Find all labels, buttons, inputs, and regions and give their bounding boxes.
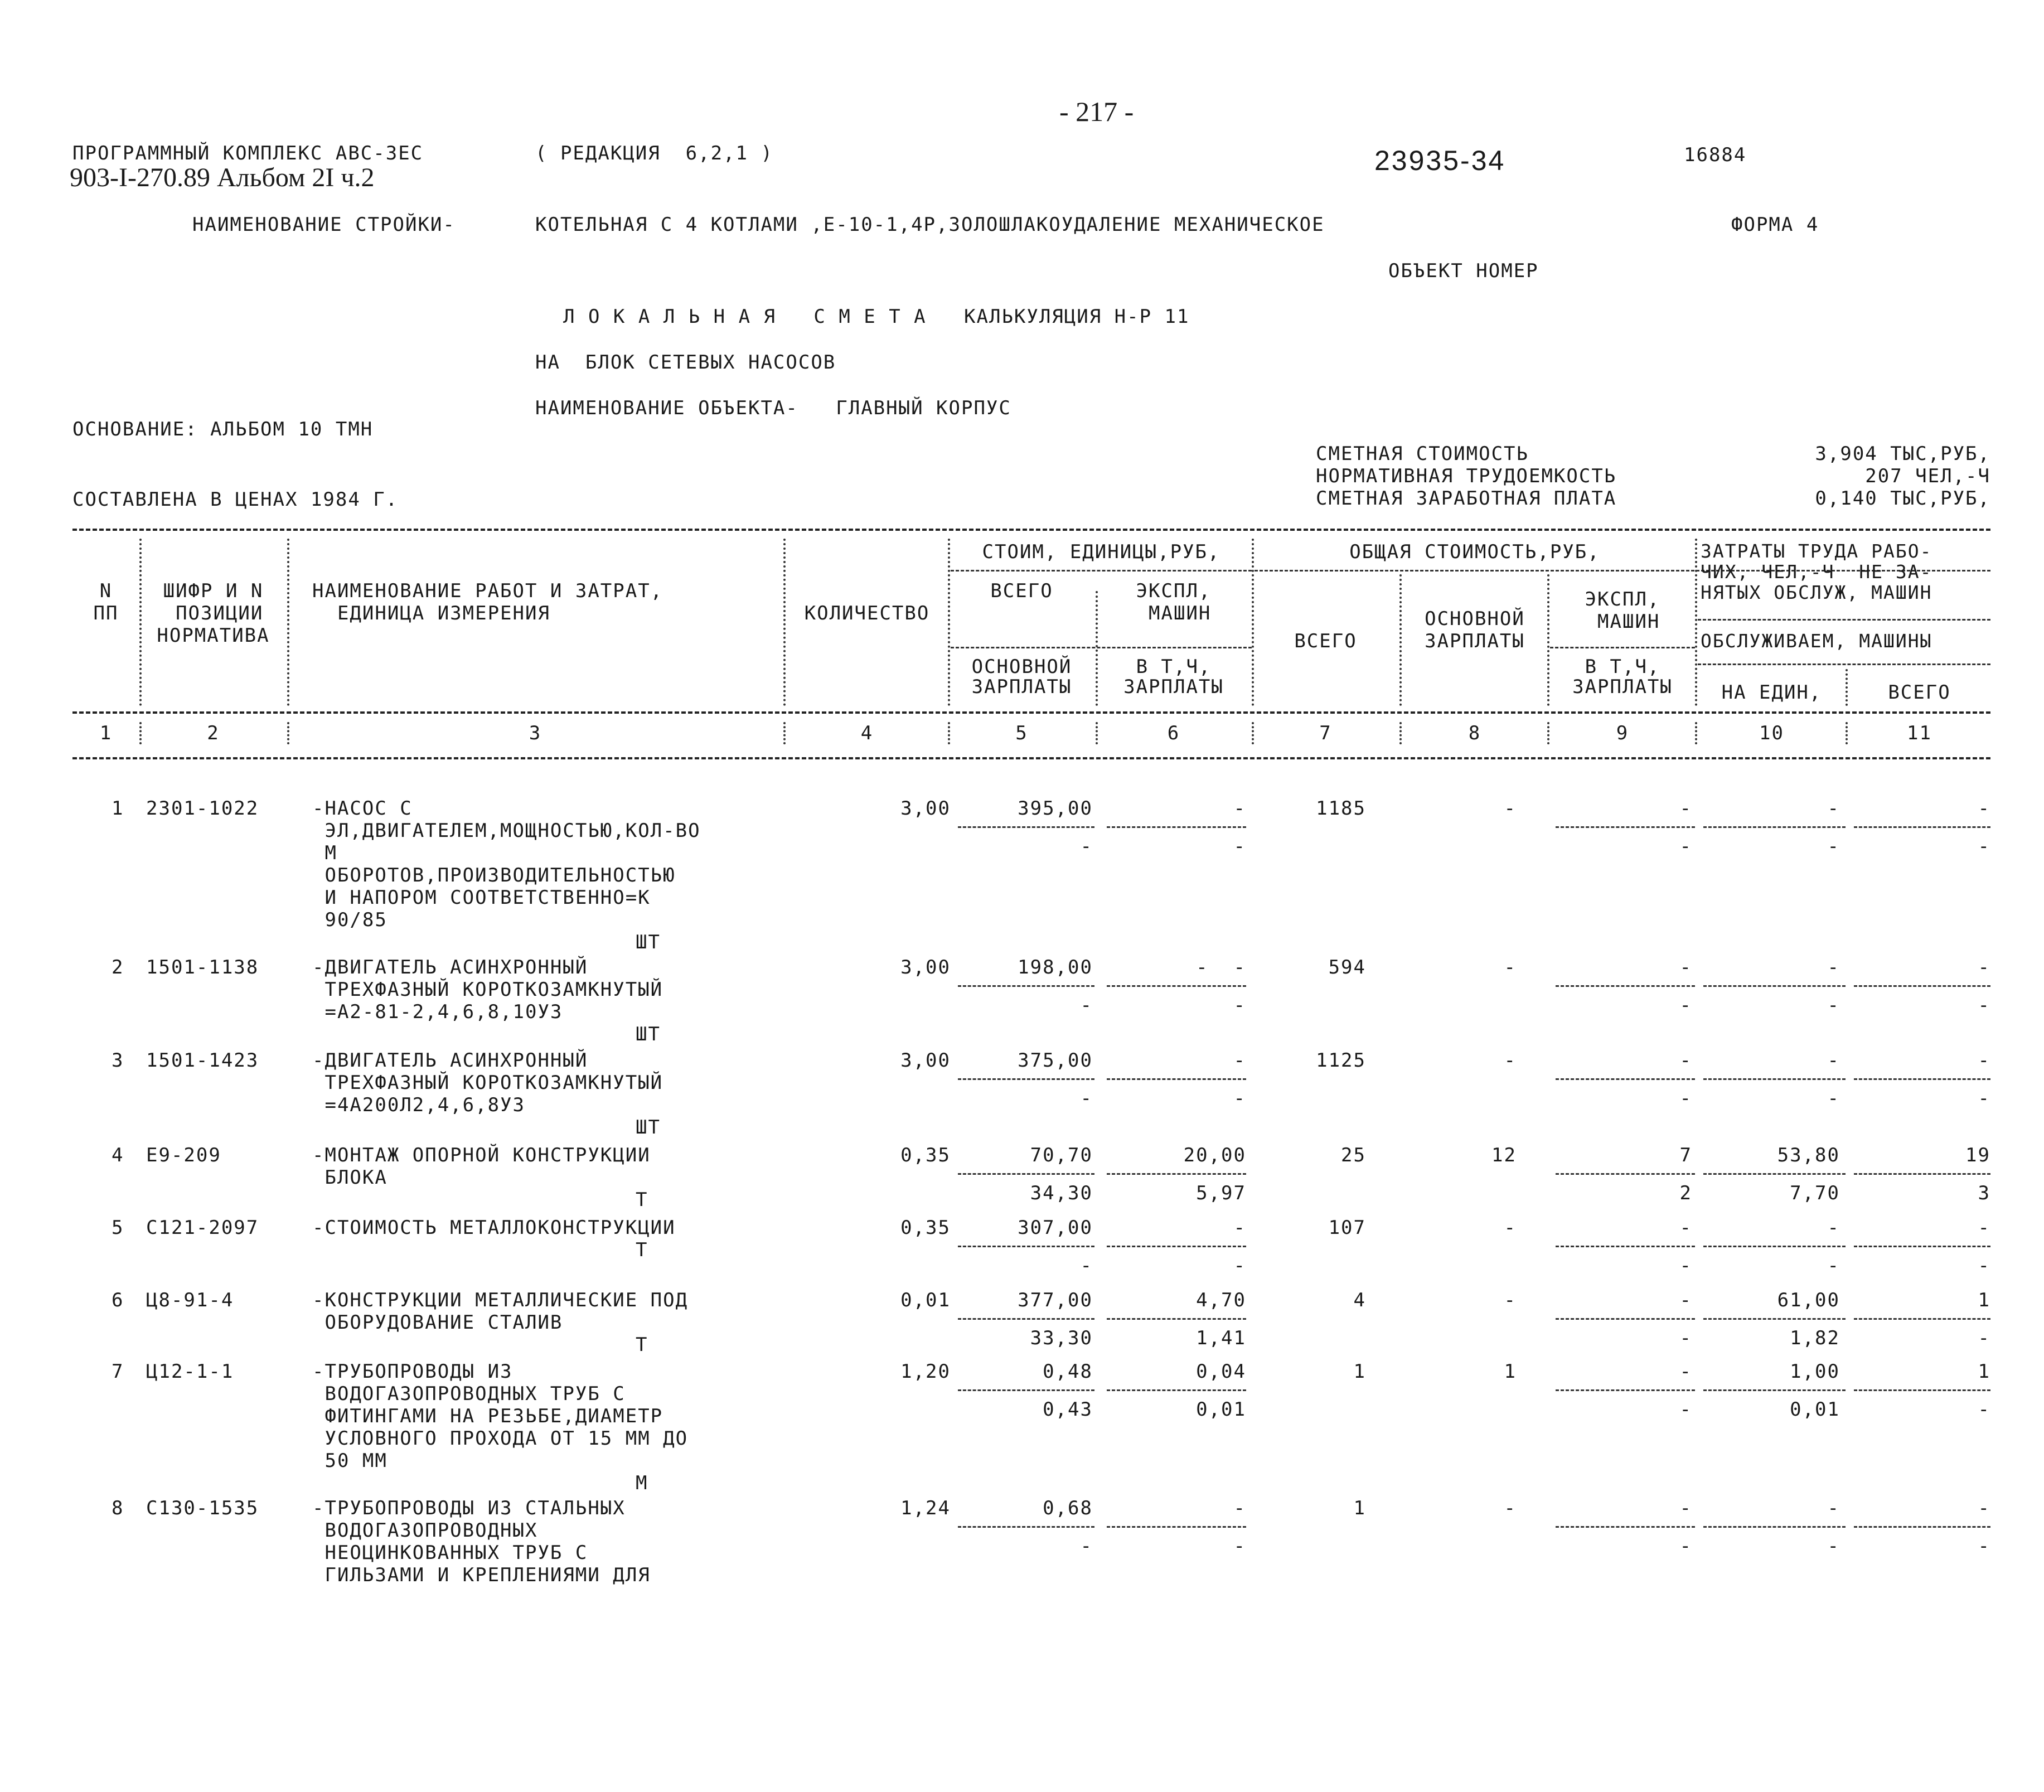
header-subrule xyxy=(951,570,1252,571)
cell-qty: 0,35 xyxy=(900,1217,951,1239)
summary-value: 3,904 ТЫС,РУБ, xyxy=(1815,443,1990,465)
cell-c10b: 0,01 xyxy=(1790,1398,1840,1421)
cell-c8: - xyxy=(1504,1049,1517,1072)
cell-c9: - xyxy=(1679,1360,1692,1383)
cell-c6b: 0,01 xyxy=(1196,1398,1246,1421)
cell-c6: - - xyxy=(1196,956,1246,979)
row-number: 1 xyxy=(112,797,124,820)
cell-c9: - xyxy=(1679,1049,1692,1072)
cell-c9b: - xyxy=(1679,1087,1692,1110)
cell-c9: - xyxy=(1679,1217,1692,1239)
column-divider xyxy=(287,539,289,706)
cell-c11b: - xyxy=(1978,1087,1990,1110)
cell-c9: - xyxy=(1679,1289,1692,1311)
document-subtitle: НА БЛОК СЕТЕВЫХ НАСОСОВ xyxy=(535,351,836,374)
cell-c9b: 2 xyxy=(1679,1182,1692,1204)
cell-c6b: 5,97 xyxy=(1196,1182,1246,1204)
cell-c8: - xyxy=(1504,1497,1517,1519)
row-number: 2 xyxy=(112,956,124,979)
cell-c9b: - xyxy=(1679,835,1692,858)
column-divider xyxy=(1547,722,1549,744)
cell-qty: 3,00 xyxy=(900,1049,951,1072)
cell-c11: 1 xyxy=(1978,1289,1990,1311)
header-subrule xyxy=(1698,663,1990,665)
cell-c11b: - xyxy=(1978,835,1990,858)
cell-c5: 395,00 xyxy=(1018,797,1093,820)
column-divider xyxy=(287,722,289,744)
cell-separator xyxy=(1703,1389,1846,1391)
row-unit: Т xyxy=(636,1239,648,1261)
cell-c8: 12 xyxy=(1491,1144,1517,1166)
cell-separator xyxy=(1556,1246,1695,1247)
cell-separator xyxy=(1107,1526,1246,1528)
col-header-c5b: ОСНОВНОЙ ЗАРПЛАТЫ xyxy=(971,656,1072,698)
cell-c11b: - xyxy=(1978,1255,1990,1277)
cell-separator xyxy=(1556,985,1695,987)
row-name: -МОНТАЖ ОПОРНОЙ КОНСТРУКЦИИ БЛОКА xyxy=(312,1144,651,1189)
cell-c10: - xyxy=(1827,1497,1840,1519)
cell-separator xyxy=(958,826,1094,828)
column-divider xyxy=(1846,722,1848,744)
column-divider xyxy=(783,539,786,706)
document-number: 23935-34 xyxy=(1374,145,1506,176)
cell-c7: 1 xyxy=(1353,1360,1366,1383)
column-divider xyxy=(1252,539,1254,706)
cell-separator xyxy=(1556,1389,1695,1391)
col-header-c8: ОСНОВНОЙ ЗАРПЛАТЫ xyxy=(1425,608,1525,652)
col-header-code: ШИФР И N ПОЗИЦИИ НОРМАТИВА xyxy=(157,580,270,647)
cell-c10: 61,00 xyxy=(1777,1289,1840,1311)
cell-c11: 1 xyxy=(1978,1360,1990,1383)
cell-separator xyxy=(958,985,1094,987)
prices-label: СОСТАВЛЕНА В ЦЕНАХ 1984 Г. xyxy=(72,488,399,511)
column-divider xyxy=(1846,669,1848,706)
cell-qty: 3,00 xyxy=(900,956,951,979)
cell-c5: 377,00 xyxy=(1018,1289,1093,1311)
cell-separator xyxy=(1854,1389,1990,1391)
cell-c8: - xyxy=(1504,1289,1517,1311)
row-number: 6 xyxy=(112,1289,124,1311)
numbers-bottom-rule xyxy=(72,757,1990,759)
cell-separator xyxy=(1556,1173,1695,1175)
cell-c11: - xyxy=(1978,797,1990,820)
cell-c9: - xyxy=(1679,1497,1692,1519)
cell-c10: - xyxy=(1827,797,1840,820)
col-header-labor-serviced: ОБСЛУЖИВАЕМ, МАШИНЫ xyxy=(1701,630,1932,652)
site-name: КОТЕЛЬНАЯ С 4 КОТЛАМИ ,Е-10-1,4Р,ЗОЛОШЛАКОУДАЛЕНИЕ МЕХАНИЧЕСКОЕ xyxy=(535,214,1325,236)
cell-separator xyxy=(1703,826,1846,828)
header-bottom-rule xyxy=(72,711,1990,714)
column-divider xyxy=(1399,722,1402,744)
cell-separator xyxy=(1854,1318,1990,1320)
col-header-c5: ВСЕГО xyxy=(990,580,1053,602)
page-number: - 217 - xyxy=(1059,96,1134,127)
cell-qty: 0,01 xyxy=(900,1289,951,1311)
summary-value: 0,140 ТЫС,РУБ, xyxy=(1815,487,1990,510)
header-subrule xyxy=(1698,619,1990,621)
cell-c6: 4,70 xyxy=(1196,1289,1246,1311)
cell-c6b: - xyxy=(1233,1535,1246,1557)
cell-c5b: - xyxy=(1080,994,1093,1016)
revision-label: ( РЕДАКЦИЯ 6,2,1 ) xyxy=(535,142,773,164)
cell-c11b: - xyxy=(1978,1535,1990,1557)
column-divider xyxy=(1096,591,1098,706)
row-name: -СТОИМОСТЬ МЕТАЛЛОКОНСТРУКЦИИ xyxy=(312,1217,676,1239)
cell-c5b: - xyxy=(1080,835,1093,858)
cell-separator xyxy=(1703,1246,1846,1247)
cell-c6b: - xyxy=(1233,1087,1246,1110)
cell-separator xyxy=(1854,1526,1990,1528)
col-header-n: N ПП xyxy=(93,580,119,624)
cell-c7: 1185 xyxy=(1316,797,1366,820)
cell-separator xyxy=(1854,1078,1990,1080)
cell-c10b: 1,82 xyxy=(1790,1327,1840,1349)
cell-c5b: - xyxy=(1080,1535,1093,1557)
cell-separator xyxy=(1556,826,1695,828)
col-number: 7 xyxy=(1319,722,1332,744)
column-divider xyxy=(1695,539,1697,706)
summary-label: СМЕТНАЯ ЗАРАБОТНАЯ ПЛАТА xyxy=(1316,487,1617,510)
row-name: -ДВИГАТЕЛЬ АСИНХРОННЫЙ ТРЕХФАЗНЫЙ КОРОТКОЗАМКНУТЫЙ =А2-81-2,4,6,8,10УЗ xyxy=(312,956,663,1023)
cell-c6b: 1,41 xyxy=(1196,1327,1246,1349)
column-divider xyxy=(1547,574,1549,706)
col-header-name: НАИМЕНОВАНИЕ РАБОТ И ЗАТРАТ, ЕДИНИЦА ИЗМЕРЕНИЯ xyxy=(312,580,663,624)
cell-c6: - xyxy=(1233,1217,1246,1239)
cell-c8: - xyxy=(1504,797,1517,820)
cell-c6b: - xyxy=(1233,1255,1246,1277)
cell-separator xyxy=(1107,826,1246,828)
cell-c5: 0,48 xyxy=(1043,1360,1093,1383)
col-header-c6b: В Т,Ч, ЗАРПЛАТЫ xyxy=(1123,656,1224,698)
cell-c5: 375,00 xyxy=(1018,1049,1093,1072)
summary-value: 207 ЧЕЛ,-Ч xyxy=(1865,465,1990,487)
cell-c7: 1125 xyxy=(1316,1049,1366,1072)
object-number: ОБЪЕКТ НОМЕР xyxy=(1388,260,1539,282)
column-divider xyxy=(1252,722,1254,744)
cell-c5: 198,00 xyxy=(1018,956,1093,979)
col-header-unit-cost: СТОИМ, ЕДИНИЦЫ,РУБ, xyxy=(982,541,1220,563)
cell-c5b: 0,43 xyxy=(1043,1398,1093,1421)
cell-c10b: - xyxy=(1827,1255,1840,1277)
cell-c10: - xyxy=(1827,1049,1840,1072)
cell-c7: 107 xyxy=(1328,1217,1366,1239)
cell-c9: - xyxy=(1679,956,1692,979)
cell-c9b: - xyxy=(1679,1535,1692,1557)
cell-separator xyxy=(958,1318,1094,1320)
col-header-qty: КОЛИЧЕСТВО xyxy=(804,602,930,624)
cell-c11: - xyxy=(1978,1217,1990,1239)
col-header-c9: ЭКСПЛ, МАШИН xyxy=(1585,588,1660,633)
cell-c5: 0,68 xyxy=(1043,1497,1093,1519)
cell-c7: 594 xyxy=(1328,956,1366,979)
basis-label: ОСНОВАНИЕ: АЛЬБОМ 10 ТМН xyxy=(72,418,374,440)
cell-c11b: 3 xyxy=(1978,1182,1990,1204)
column-divider xyxy=(783,722,786,744)
column-divider xyxy=(948,539,950,706)
cell-c6: - xyxy=(1233,1049,1246,1072)
column-divider xyxy=(139,722,142,744)
project-reference: 903-I-270.89 Альбом 2I ч.2 xyxy=(70,163,375,192)
row-code: С121-2097 xyxy=(146,1217,259,1239)
cell-c6: 20,00 xyxy=(1183,1144,1246,1166)
cell-separator xyxy=(1107,1389,1246,1391)
cell-separator xyxy=(1854,826,1990,828)
cell-c6: 0,04 xyxy=(1196,1360,1246,1383)
header-subrule xyxy=(951,647,1252,648)
cell-separator xyxy=(1556,1526,1695,1528)
col-number: 10 xyxy=(1759,722,1784,744)
row-number: 8 xyxy=(112,1497,124,1519)
row-code: Ц8-91-4 xyxy=(146,1289,234,1311)
code-number: 16884 xyxy=(1684,144,1747,166)
col-number: 11 xyxy=(1907,722,1932,744)
column-divider xyxy=(139,539,142,706)
cell-c10b: - xyxy=(1827,835,1840,858)
cell-c10b: - xyxy=(1827,1087,1840,1110)
col-header-c7: ВСЕГО xyxy=(1294,630,1357,652)
cell-c7: 25 xyxy=(1341,1144,1366,1166)
col-header-c11: ВСЕГО xyxy=(1888,681,1951,704)
cell-c9b: - xyxy=(1679,1398,1692,1421)
program-name: ПРОГРАММНЫЙ КОМПЛЕКС АВС-3ЕС xyxy=(72,142,424,164)
cell-separator xyxy=(958,1173,1094,1175)
col-number: 1 xyxy=(99,722,113,744)
col-number: 6 xyxy=(1167,722,1180,744)
form-label: ФОРМА 4 xyxy=(1731,214,1819,236)
cell-c7: 1 xyxy=(1353,1497,1366,1519)
cell-separator xyxy=(958,1389,1094,1391)
row-name: -КОНСТРУКЦИИ МЕТАЛЛИЧЕСКИЕ ПОД ОБОРУДОВАНИЕ СТАЛИВ xyxy=(312,1289,689,1334)
row-code: Е9-209 xyxy=(146,1144,221,1166)
cell-c5b: - xyxy=(1080,1255,1093,1277)
cell-c7: 4 xyxy=(1353,1289,1366,1311)
cell-c5b: 34,30 xyxy=(1030,1182,1093,1204)
cell-c9b: - xyxy=(1679,1255,1692,1277)
cell-separator xyxy=(1107,1246,1246,1247)
cell-separator xyxy=(1854,1173,1990,1175)
cell-c10: 1,00 xyxy=(1790,1360,1840,1383)
cell-c10b: - xyxy=(1827,1535,1840,1557)
col-number: 4 xyxy=(860,722,874,744)
cell-c11: 19 xyxy=(1965,1144,1990,1166)
cell-c5b: - xyxy=(1080,1087,1093,1110)
cell-separator xyxy=(1703,1318,1846,1320)
cell-c5b: 33,30 xyxy=(1030,1327,1093,1349)
row-code: 1501-1423 xyxy=(146,1049,259,1072)
cell-c8: - xyxy=(1504,1217,1517,1239)
cell-separator xyxy=(958,1246,1094,1247)
col-number: 2 xyxy=(207,722,220,744)
row-name: -НАСОС С ЭЛ,ДВИГАТЕЛЕМ,МОЩНОСТЬЮ,КОЛ-ВО М ОБОРОТОВ,ПРОИЗВОДИТЕЛЬНОСТЬЮ И НАПОРОМ СООТВЕТСТВЕННО=К 90/85 xyxy=(312,797,701,931)
cell-separator xyxy=(1703,1526,1846,1528)
cell-separator xyxy=(1556,1318,1695,1320)
column-divider xyxy=(1096,722,1098,744)
cell-c8: 1 xyxy=(1504,1360,1517,1383)
col-header-total-cost: ОБЩАЯ СТОИМОСТЬ,РУБ, xyxy=(1349,541,1600,563)
cell-c11b: - xyxy=(1978,1327,1990,1349)
cell-c9b: - xyxy=(1679,1327,1692,1349)
cell-c10: 53,80 xyxy=(1777,1144,1840,1166)
summary-label: НОРМАТИВНАЯ ТРУДОЕМКОСТЬ xyxy=(1316,465,1617,487)
column-divider xyxy=(1695,722,1697,744)
row-unit: ШТ xyxy=(636,931,661,953)
cell-separator xyxy=(1107,1173,1246,1175)
cell-qty: 0,35 xyxy=(900,1144,951,1166)
row-name: -ТРУБОПРОВОДЫ ИЗ ВОДОГАЗОПРОВОДНЫХ ТРУБ С ФИТИНГАМИ НА РЕЗЬБЕ,ДИАМЕТР УСЛОВНОГО ПРОХОДА ОТ 15 ММ ДО 50 ММ xyxy=(312,1360,689,1472)
row-number: 5 xyxy=(112,1217,124,1239)
row-unit: ШТ xyxy=(636,1023,661,1045)
cell-c6: - xyxy=(1233,1497,1246,1519)
cell-c11: - xyxy=(1978,956,1990,979)
col-number: 9 xyxy=(1616,722,1629,744)
cell-c5: 70,70 xyxy=(1030,1144,1093,1166)
cell-c10: - xyxy=(1827,1217,1840,1239)
col-header-c6: ЭКСПЛ, МАШИН xyxy=(1136,580,1212,624)
cell-separator xyxy=(1703,985,1846,987)
row-unit: Т xyxy=(636,1334,648,1356)
cell-c11: - xyxy=(1978,1049,1990,1072)
row-number: 3 xyxy=(112,1049,124,1072)
row-number: 4 xyxy=(112,1144,124,1166)
cell-c8: - xyxy=(1504,956,1517,979)
row-unit: ШТ xyxy=(636,1116,661,1139)
cell-c11b: - xyxy=(1978,1398,1990,1421)
row-unit: М xyxy=(636,1472,648,1494)
cell-separator xyxy=(1703,1078,1846,1080)
row-code: Ц12-1-1 xyxy=(146,1360,234,1383)
row-name: -ДВИГАТЕЛЬ АСИНХРОННЫЙ ТРЕХФАЗНЫЙ КОРОТКОЗАМКНУТЫЙ =4А200Л2,4,6,8УЗ xyxy=(312,1049,663,1116)
cell-c10b: - xyxy=(1827,994,1840,1016)
cell-separator xyxy=(1703,1173,1846,1175)
cell-separator xyxy=(1556,1078,1695,1080)
col-header-c9b: В Т,Ч, ЗАРПЛАТЫ xyxy=(1572,656,1673,698)
cell-c10b: 7,70 xyxy=(1790,1182,1840,1204)
cell-separator xyxy=(1854,985,1990,987)
row-code: С130-1535 xyxy=(146,1497,259,1519)
cell-separator xyxy=(1107,1078,1246,1080)
cell-qty: 1,24 xyxy=(900,1497,951,1519)
summary-label: СМЕТНАЯ СТОИМОСТЬ xyxy=(1316,443,1529,465)
cell-c11: - xyxy=(1978,1497,1990,1519)
col-number: 3 xyxy=(529,722,542,744)
col-number: 5 xyxy=(1015,722,1028,744)
cell-c9b: - xyxy=(1679,994,1692,1016)
document-title: Л О К А Л Ь Н А Я С М Е Т А КАЛЬКУЛЯЦИЯ Н-Р 11 xyxy=(563,306,1190,328)
cell-c6b: - xyxy=(1233,835,1246,858)
row-code: 2301-1022 xyxy=(146,797,259,820)
col-header-c10: НА ЕДИН, xyxy=(1721,681,1822,704)
header-subrule xyxy=(1550,647,1695,648)
cell-c9: - xyxy=(1679,797,1692,820)
cell-separator xyxy=(1107,985,1246,987)
cell-c9: 7 xyxy=(1679,1144,1692,1166)
cell-separator xyxy=(958,1526,1094,1528)
cell-separator xyxy=(958,1078,1094,1080)
cell-c10: - xyxy=(1827,956,1840,979)
row-code: 1501-1138 xyxy=(146,956,259,979)
table-top-rule xyxy=(72,529,1990,531)
cell-separator xyxy=(1854,1246,1990,1247)
cell-c5: 307,00 xyxy=(1018,1217,1093,1239)
object-name: НАИМЕНОВАНИЕ ОБЪЕКТА- ГЛАВНЫЙ КОРПУС xyxy=(535,397,1011,419)
site-label: НАИМЕНОВАНИЕ СТРОЙКИ- xyxy=(192,214,456,236)
row-name: -ТРУБОПРОВОДЫ ИЗ СТАЛЬНЫХ ВОДОГАЗОПРОВОДНЫХ НЕОЦИНКОВАННЫХ ТРУБ С ГИЛЬЗАМИ И КРЕПЛЕНИЯМИ ДЛЯ xyxy=(312,1497,651,1586)
cell-qty: 3,00 xyxy=(900,797,951,820)
cell-c6: - xyxy=(1233,797,1246,820)
cell-c6b: - xyxy=(1233,994,1246,1016)
cell-c11b: - xyxy=(1978,994,1990,1016)
col-header-labor: ЗАТРАТЫ ТРУДА РАБО- ЧИХ, ЧЕЛ,-Ч НЕ ЗА- НЯТЫХ ОБСЛУЖ, МАШИН xyxy=(1701,540,1932,603)
col-number: 8 xyxy=(1468,722,1481,744)
column-divider xyxy=(1399,574,1402,706)
cell-separator xyxy=(1107,1318,1246,1320)
cell-qty: 1,20 xyxy=(900,1360,951,1383)
column-divider xyxy=(948,722,950,744)
row-unit: Т xyxy=(636,1189,648,1211)
row-number: 7 xyxy=(112,1360,124,1383)
